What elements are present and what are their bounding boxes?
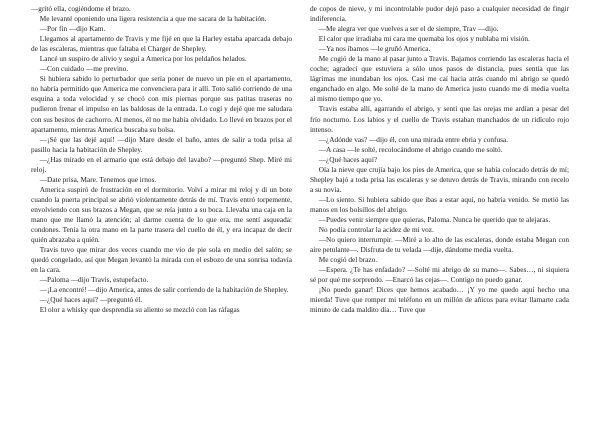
paragraph: Me cogió del brazo. — [318, 255, 378, 265]
paragraph: Travis tuvo que mirar dos veces cuando me vio de pie sola en medio del salón; se quedó congelado, así que Megan levantó la mirada con el esbozo de una sonrisa todavía en la cara. — [31, 245, 292, 275]
paragraph: —¡La encontré! —dijo America, antes de salir corriendo de la habitación de Shepley. — [39, 285, 289, 295]
paragraph: No podía controlar la acidez de mi voz. — [318, 225, 434, 235]
paragraph: Me cogió de la mano al pasar junto a Travis. Bajamos corriendo las escaleras hacia el coche; agradecí que estuviera a sólo unos pasos de distancia, pues sentía que las lágrimas me inundaban los ojos. Casi me caí hacia atrás cuando mi abrigo se quedó enganchado en algo. Me solté de la mano de America justo cuando me di media vuelta al mismo tiempo que yo. — [310, 54, 569, 104]
paragraph: —¿Qué haces aquí? — [318, 154, 378, 164]
paragraph-continued: de copos de nieve, y mi incontrolable pudor dejó paso a cualquier necesidad de fingir indiferencia. — [310, 4, 569, 24]
paragraph: —No quiero interrumpir. —Miré a lo alto de las escaleras, donde estaba Megan con aire petulante—. Disfruta de tu velada —dije, dándome media vuelta. — [310, 235, 569, 255]
paragraph: —A casa —le solté, recolocándome el abrigo cuando me soltó. — [318, 144, 503, 154]
paragraph: El olor a whisky que desprendía su aliento se mezcló con las ráfagas — [39, 305, 240, 315]
paragraph: —¿Qué haces aquí? —preguntó él. — [39, 295, 143, 305]
paragraph: —Por fin —dijo Kam. — [39, 24, 106, 34]
paragraph: —Paloma —dijo Travis, estupefacto. — [39, 275, 149, 285]
paragraph: America suspiró de frustración en el dormitorio. Volví a mirar mi reloj y di un bote cuando la puerta principal se abrió violentamente detrás de mí. Travis entró torpemente, envolviendo con sus brazos a Megan, que se reía junto a su boca. Llevaba una caja en la mano que me llamó la atención; al darme cuenta de lo que era, me sentí asqueada: condones. Tenía la otra mano en la parte trasera del cuello de él, y era incapaz de decir quién abrazaba a quién. — [31, 184, 292, 245]
paragraph: Me levanté oponiendo una ligera resistencia a que me sacara de la habitación. — [39, 14, 267, 24]
paragraph: —¿Has mirado en el armario que está debajo del lavabo? —preguntó Shep. Miré mi reloj. — [31, 154, 292, 174]
right-page — [300, 0, 600, 428]
paragraph: Oía la nieve que crujía bajo los pies de America, que se había colocado detrás de mí; Shepley bajó a toda prisa las escaleras y se detuvo detrás de Travis, mirando con recelo a su novia. — [310, 164, 569, 194]
paragraph: —¡Sé que las dejé aquí! —dijo Mare desde el baño, antes de salir a toda prisa al pasillo hacia la habitación de Shepley. — [31, 134, 292, 154]
paragraph: —Date prisa, Mare. Tenemos que irnos. — [39, 174, 157, 184]
paragraph: —Me alegra ver que vuelves a ser el de siempre, Trav —dijo. — [318, 24, 499, 34]
paragraph: —Con cuidado —me previno. — [39, 64, 129, 74]
paragraph: Si hubiera sabido lo perturbador que sería poner de nuevo un pie en el apartamento, no habría permitido que America me convenciera para ir allí. Toto salió corriendo de una esquina a toda velocidad y se chocó con mis piernas porque sus patitas traseras no pudieron frenar el impulso en las baldosas de la entrada. Lo cogí y dejé que me saludara con sus besitos de cachorro. Al menos, él no me había olvidado. Lo llevé en brazos por el apartamento, mientras America buscaba su bolsa. — [31, 74, 292, 134]
paragraph: —Puedes venir siempre que quieras, Paloma. Nunca he querido que te alejaras. — [318, 214, 551, 224]
paragraph: Llegamos al apartamento de Travis y me fijé en que la Harley estaba aparcada debajo de las escaleras, mientras que faltaba el Charger de Shepley. — [31, 34, 292, 54]
paragraph: —¿Adónde vas? —dijo él, con una mirada entre ebria y confusa. — [318, 134, 508, 144]
paragraph: —Lo siento. Si hubiera sabido que ibas a estar aquí, no habría venido. Se metió las manos en los bolsillos del abrigo. — [310, 194, 569, 214]
paragraph: —Espera. ¿Te has enfadado? —Solté mi abrigo de su mano—. Sabes…, ni siquiera sé por qué me sorprendo. —Enarcó las cejas—. Contigo no puedo ganar. — [310, 265, 569, 285]
paragraph: Travis estaba allí, agarrando el abrigo, y sentí que las orejas me ardían a pesar del frío nocturno. Los labios y el cuello de Travis estaban manchados de un ridículo rojo intenso. — [310, 104, 569, 134]
paragraph: ¡No puedo ganar! Dices que hemos acabado… ¡Y yo me quedo aquí hecho una mierda! Tuve que romper mi teléfono en un millón de añicos para evitar llamarte cada minuto de cada maldito día… Tuve que — [310, 285, 569, 315]
paragraph: —gritó ella, cogiéndome el brazo. — [31, 4, 131, 13]
paragraph: —Ya nos íbamos —le gruñó America. — [318, 44, 431, 54]
paragraph: Lancé un suspiro de alivio y seguí a America por los peldaños helados. — [39, 54, 247, 64]
paragraph: El calor que irradiaba mi cara me quemaba los ojos y nublaba mi visión. — [318, 34, 530, 44]
